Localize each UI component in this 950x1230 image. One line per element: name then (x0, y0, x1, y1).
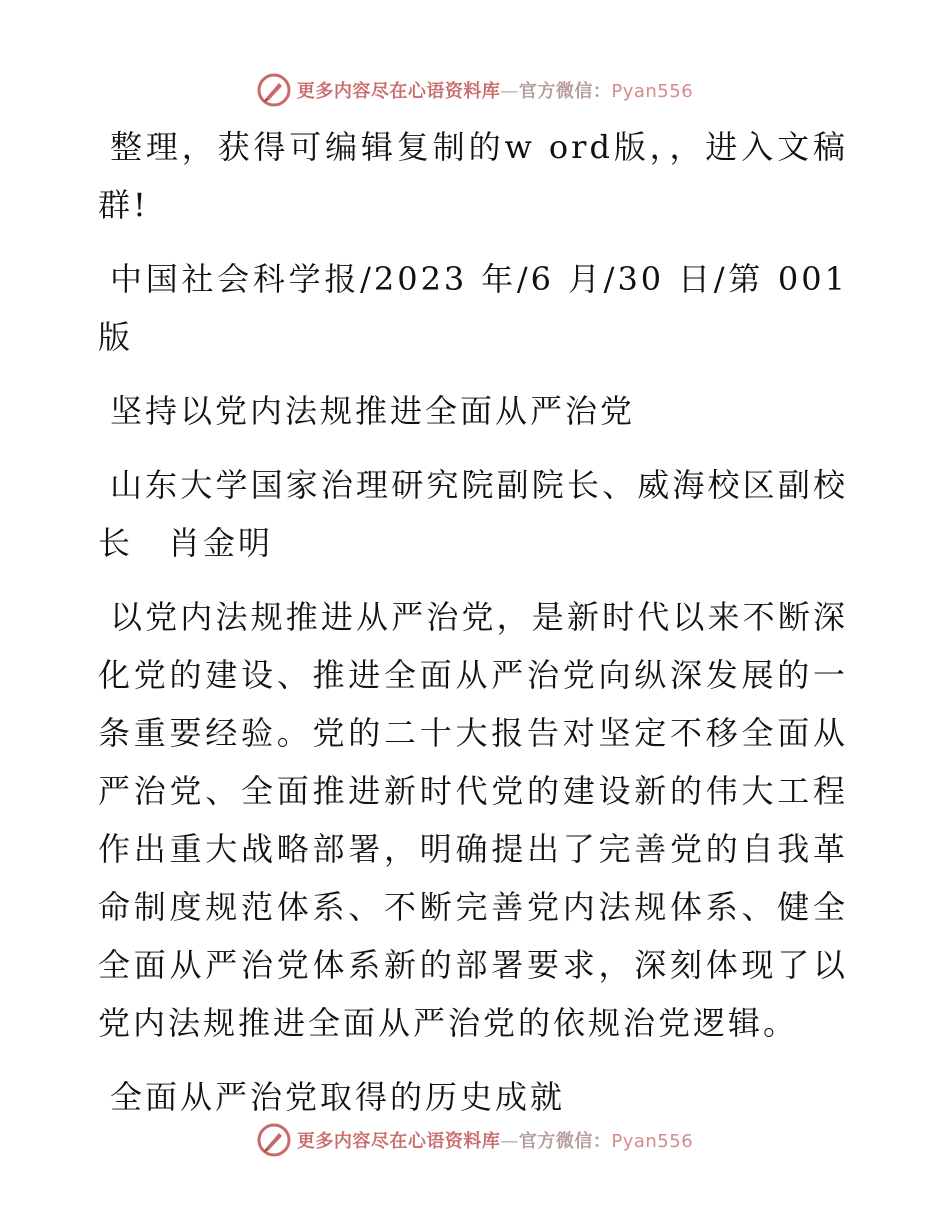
author-line: 山东大学国家治理研究院副院长、威海校区副校长 肖金明 (98, 466, 848, 562)
header-watermark-banner (0, 70, 950, 110)
source-line: 中国社会科学报/2023 年/6 月/30 日/第 001 版 (98, 260, 848, 356)
intro-paragraph: 整理，获得可编辑复制的w ord版，，进入文稿群! (98, 128, 848, 224)
pen-logo-icon (257, 1123, 291, 1157)
watermark-text: 更多内容尽在心语资料库—官方微信：Pyan556 (296, 1131, 694, 1152)
document-body (98, 118, 848, 1142)
watermark-text: 更多内容尽在心语资料库—官方微信：Pyan556 (296, 81, 694, 102)
body-paragraph: 以党内法规推进从严治党，是新时代以来不断深化党的建设、推进全面从严治党向纵深发展的一条重要经验。党的二十大报告对坚定不移全面从严治党、全面推进新时代党的建设新的伟大工程作出重大战略部署，明确提出了完善党的自我革命制度规范体系、不断完善党内法规体系、健全全面从严治党体系新的部署要求，深刻体现了以党内法规推进全面从严治党的依规治党逻辑。 (98, 598, 848, 1042)
article-title: 坚持以党内法规推进全面从严治党 (110, 392, 636, 430)
footer-watermark-banner (0, 1120, 950, 1160)
pen-logo-icon (257, 73, 291, 107)
section-heading: 全面从严治党取得的历史成就 (110, 1078, 566, 1116)
